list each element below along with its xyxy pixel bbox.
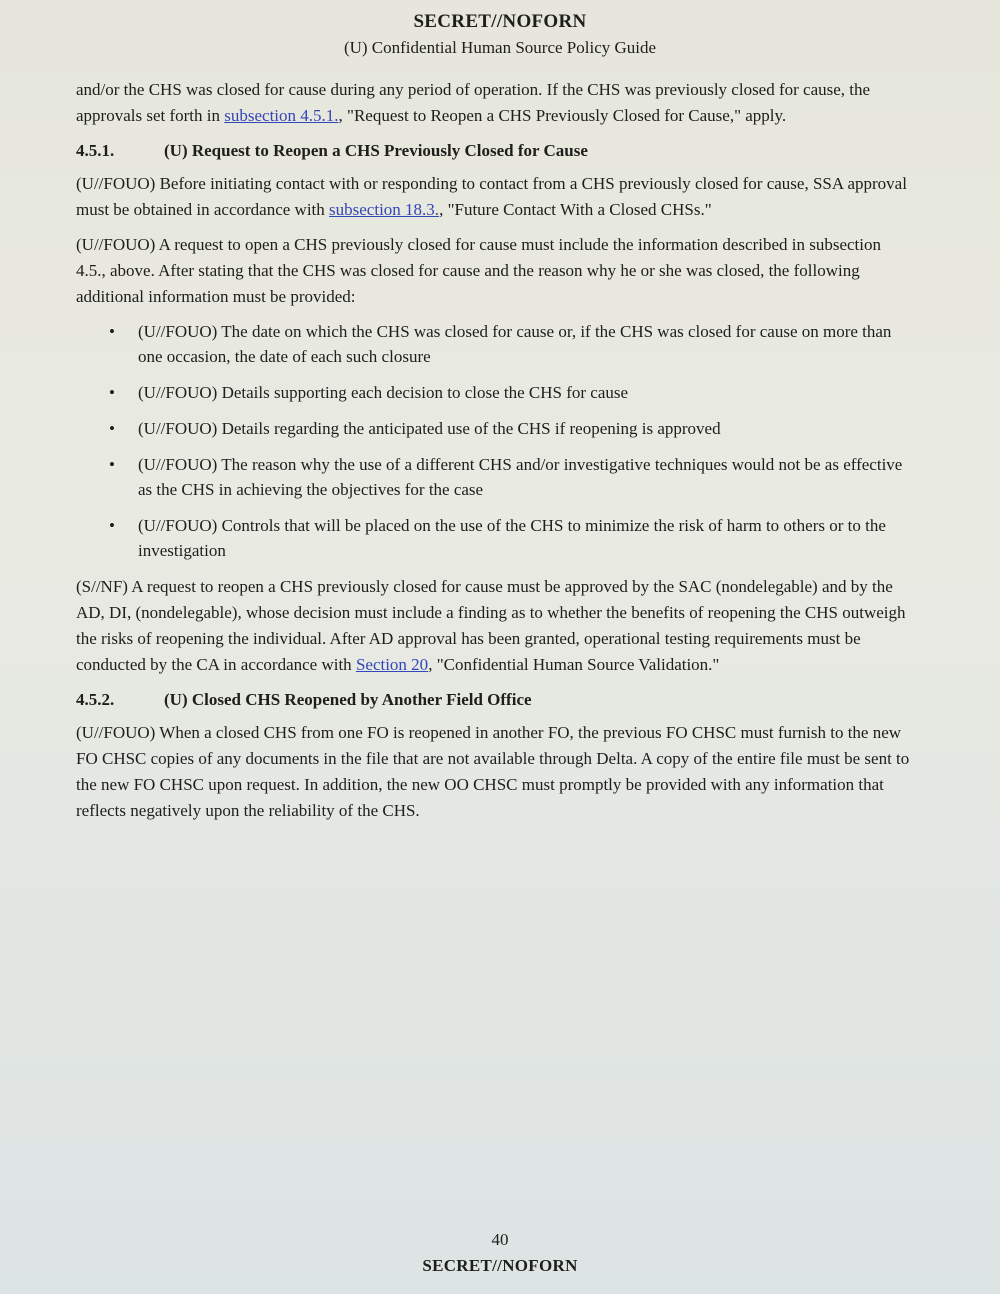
link-subsection-18-3[interactable]: subsection 18.3. bbox=[329, 200, 440, 219]
list-item bbox=[76, 452, 914, 502]
section-title: (U) Request to Reopen a CHS Previously Closed for Cause bbox=[164, 141, 588, 160]
link-section-20[interactable]: Section 20 bbox=[355, 655, 429, 674]
section-number: 4.5.1. bbox=[76, 141, 115, 160]
bullet-icon: • bbox=[109, 455, 115, 474]
bullet-icon: • bbox=[109, 383, 115, 402]
page-header bbox=[0, 10, 1000, 60]
intro-text-1: and/or the CHS was closed for cause during any period of operation. If the CHS was previously closed for cause, the approvals set forth in bbox=[76, 80, 871, 125]
section-4-5-1-paragraph-3 bbox=[76, 574, 914, 678]
section-4-5-2-paragraph-1: (U//FOUO) When a closed CHS from one FO is reopened in another FO, the previous FO CHSC must furnish to the new FO CHSC copies of any documents in the file that are not available through Delta. A copy of the entire file must be sent to the new FO CHSC upon request. In addition, the new OO CHSC must promptly be provided with any information that reflects negatively upon the reliability of the CHS. bbox=[76, 723, 910, 820]
document-body bbox=[76, 77, 914, 833]
section-title: (U) Closed CHS Reopened by Another Field Office bbox=[164, 690, 532, 709]
bullet-icon: • bbox=[109, 516, 115, 535]
section-4-5-1-paragraph-2: (U//FOUO) A request to open a CHS previously closed for cause must include the information described in subsection 4.5., above. After stating that the CHS was closed for cause and the reason why he or she was closed, the following additional information must be provided: bbox=[76, 235, 881, 306]
page-number: 40 bbox=[491, 1230, 509, 1249]
section-number: 4.5.2. bbox=[76, 690, 115, 709]
list-item-text: (U//FOUO) The date on which the CHS was closed for cause or, if the CHS was closed for cause on more than one occasion, the date of each such closure bbox=[138, 322, 892, 366]
page-footer bbox=[0, 1228, 1000, 1278]
list-item-text: (U//FOUO) Controls that will be placed on the use of the CHS to minimize the risk of harm to others or to the investigation bbox=[138, 516, 886, 560]
bullet-icon: • bbox=[109, 419, 115, 438]
list-item bbox=[76, 416, 914, 441]
section-4-5-1-paragraph-1 bbox=[76, 171, 914, 223]
intro-text-2: , "Request to Reopen a CHS Previously Closed for Cause," apply. bbox=[338, 106, 787, 125]
section-4-5-2-heading bbox=[76, 687, 914, 713]
list-item bbox=[76, 513, 914, 563]
paragraph-text-1: (U//FOUO) Before initiating contact with or responding to contact from a CHS previously closed for cause, SSA approval must be obtained in accordance with bbox=[76, 174, 907, 219]
paragraph-text-2: , "Future Contact With a Closed CHSs." bbox=[439, 200, 712, 219]
intro-paragraph bbox=[76, 77, 914, 129]
paragraph-text-1: (S//NF) A request to reopen a CHS previously closed for cause must be approved by the SAC (nondelegable) and by the AD, DI, (nondelegable), whose decision must include a finding as to whether the benefits of reopening the CHS outweigh the risks of reopening the individual. After AD approval has been granted, operational testing requirements must be conducted by the CA in accordance with bbox=[76, 577, 906, 674]
section-4-5-1-heading bbox=[76, 138, 914, 164]
requirements-list bbox=[76, 319, 914, 563]
paragraph-text-2: , "Confidential Human Source Validation." bbox=[428, 655, 720, 674]
bullet-icon: • bbox=[109, 322, 115, 341]
list-item-text: (U//FOUO) Details supporting each decision to close the CHS for cause bbox=[138, 383, 629, 402]
header-classification: SECRET//NOFORN bbox=[413, 11, 587, 32]
list-item-text: (U//FOUO) The reason why the use of a different CHS and/or investigative techniques would not be as effective as the CHS in achieving the objectives for the case bbox=[138, 455, 903, 499]
list-item bbox=[76, 380, 914, 405]
link-subsection-4-5-1[interactable]: subsection 4.5.1. bbox=[224, 106, 339, 125]
list-item bbox=[76, 319, 914, 369]
footer-classification: SECRET//NOFORN bbox=[422, 1256, 578, 1275]
list-item-text: (U//FOUO) Details regarding the anticipated use of the CHS if reopening is approved bbox=[138, 419, 721, 438]
document-title: (U) Confidential Human Source Policy Guide bbox=[343, 38, 657, 57]
